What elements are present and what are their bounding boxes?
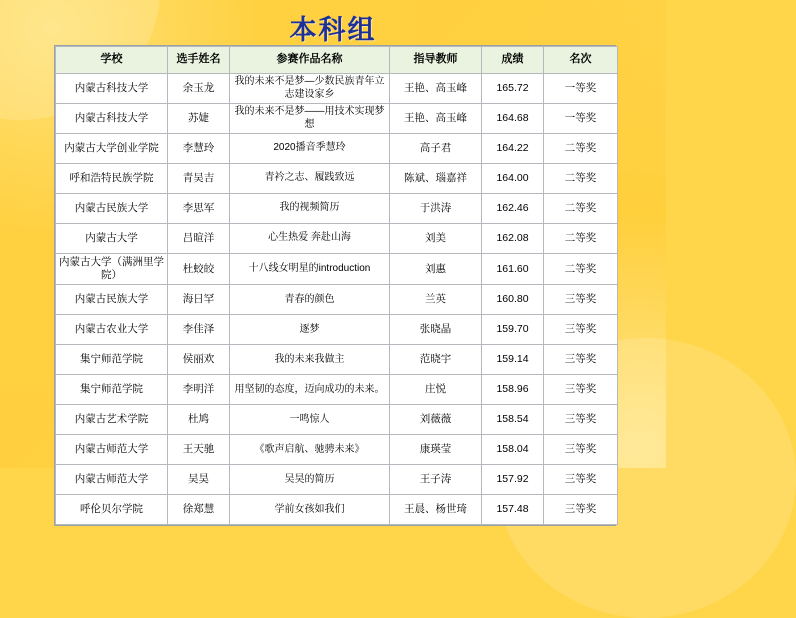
cell-name: 海日罕 (168, 285, 230, 315)
cell-name: 李思军 (168, 194, 230, 224)
cell-school: 集宁师范学院 (56, 345, 168, 375)
cell-score: 164.00 (482, 164, 544, 194)
cell-score: 161.60 (482, 254, 544, 285)
cell-rank: 二等奖 (544, 254, 618, 285)
cell-score: 159.14 (482, 345, 544, 375)
cell-score: 164.22 (482, 134, 544, 164)
cell-rank: 二等奖 (544, 194, 618, 224)
cell-school: 内蒙古大学 (56, 224, 168, 254)
cell-work: 学前女孩如我们 (230, 495, 390, 525)
table-body (56, 74, 618, 525)
table-row (56, 194, 618, 224)
cell-work: 心生热爱 奔赴山海 (230, 224, 390, 254)
cell-rank: 三等奖 (544, 285, 618, 315)
cell-name: 余玉龙 (168, 74, 230, 104)
cell-teacher: 庄悦 (390, 375, 482, 405)
cell-work: 2020播音季慧玲 (230, 134, 390, 164)
cell-score: 165.72 (482, 74, 544, 104)
page-title: 本科组 (289, 15, 377, 45)
column-header-teacher: 指导教师 (390, 47, 482, 74)
table-row (56, 285, 618, 315)
cell-school: 内蒙古农业大学 (56, 315, 168, 345)
table-row (56, 134, 618, 164)
cell-teacher: 王艳、高玉峰 (390, 74, 482, 104)
cell-school: 内蒙古科技大学 (56, 74, 168, 104)
cell-name: 苏婕 (168, 104, 230, 134)
cell-school: 内蒙古师范大学 (56, 435, 168, 465)
cell-work: 我的未来不是梦—少数民族青年立志建设家乡 (230, 74, 390, 104)
cell-score: 158.04 (482, 435, 544, 465)
table-row (56, 465, 618, 495)
table-row (56, 405, 618, 435)
cell-teacher: 于洪涛 (390, 194, 482, 224)
cell-school: 内蒙古科技大学 (56, 104, 168, 134)
column-header-score: 成绩 (482, 47, 544, 74)
cell-name: 李佳泽 (168, 315, 230, 345)
cell-score: 162.46 (482, 194, 544, 224)
cell-teacher: 兰英 (390, 285, 482, 315)
cell-rank: 一等奖 (544, 74, 618, 104)
cell-rank: 二等奖 (544, 224, 618, 254)
column-header-school: 学校 (56, 47, 168, 74)
cell-school: 内蒙古大学创业学院 (56, 134, 168, 164)
cell-school: 内蒙古艺术学院 (56, 405, 168, 435)
cell-rank: 三等奖 (544, 465, 618, 495)
cell-work: 我的未来不是梦——用技术实现梦想 (230, 104, 390, 134)
cell-work: 青衿之志、履践致远 (230, 164, 390, 194)
table-row (56, 315, 618, 345)
cell-rank: 三等奖 (544, 435, 618, 465)
column-header-work: 参赛作品名称 (230, 47, 390, 74)
cell-name: 王天驰 (168, 435, 230, 465)
cell-teacher: 陈斌、瑙嘉祥 (390, 164, 482, 194)
cell-name: 杜蛟皎 (168, 254, 230, 285)
cell-name: 吕暄洋 (168, 224, 230, 254)
cell-score: 158.96 (482, 375, 544, 405)
cell-teacher: 刘薇薇 (390, 405, 482, 435)
cell-rank: 三等奖 (544, 375, 618, 405)
cell-work: 青春的颜色 (230, 285, 390, 315)
cell-school: 集宁师范学院 (56, 375, 168, 405)
cell-teacher: 王艳、高玉峰 (390, 104, 482, 134)
cell-work: 我的未来我做主 (230, 345, 390, 375)
cell-score: 158.54 (482, 405, 544, 435)
table-row (56, 375, 618, 405)
table-row (56, 345, 618, 375)
table-row (56, 254, 618, 285)
results-table (55, 46, 618, 525)
cell-work: 逐梦 (230, 315, 390, 345)
cell-rank: 二等奖 (544, 164, 618, 194)
cell-name: 吴昊 (168, 465, 230, 495)
cell-school: 内蒙古师范大学 (56, 465, 168, 495)
table-row (56, 104, 618, 134)
table-row (56, 224, 618, 254)
cell-work: 我的视频简历 (230, 194, 390, 224)
cell-work: 用坚韧的态度，迈向成功的未来。 (230, 375, 390, 405)
cell-rank: 三等奖 (544, 495, 618, 525)
cell-rank: 三等奖 (544, 345, 618, 375)
cell-school: 内蒙古民族大学 (56, 285, 168, 315)
cell-name: 青吴吉 (168, 164, 230, 194)
cell-work: 吴昊的简历 (230, 465, 390, 495)
cell-teacher: 张晓晶 (390, 315, 482, 345)
cell-teacher: 范晓宇 (390, 345, 482, 375)
cell-rank: 一等奖 (544, 104, 618, 134)
cell-teacher: 高子君 (390, 134, 482, 164)
cell-teacher: 王子涛 (390, 465, 482, 495)
cell-score: 159.70 (482, 315, 544, 345)
cell-work: 一鸣惊人 (230, 405, 390, 435)
cell-work: 《歌声启航、驰骋未来》 (230, 435, 390, 465)
cell-school: 呼伦贝尔学院 (56, 495, 168, 525)
table-header (56, 47, 618, 74)
table-row (56, 164, 618, 194)
cell-name: 侯丽欢 (168, 345, 230, 375)
cell-rank: 二等奖 (544, 134, 618, 164)
results-table-container (54, 45, 616, 526)
cell-score: 164.68 (482, 104, 544, 134)
cell-work: 十八线女明星的introduction (230, 254, 390, 285)
column-header-rank: 名次 (544, 47, 618, 74)
cell-name: 李慧玲 (168, 134, 230, 164)
cell-name: 李明洋 (168, 375, 230, 405)
cell-school: 内蒙古民族大学 (56, 194, 168, 224)
cell-rank: 三等奖 (544, 405, 618, 435)
table-row (56, 74, 618, 104)
cell-school: 内蒙古大学（满洲里学院） (56, 254, 168, 285)
cell-score: 157.92 (482, 465, 544, 495)
cell-rank: 三等奖 (544, 315, 618, 345)
table-row (56, 435, 618, 465)
column-header-name: 选手姓名 (168, 47, 230, 74)
table-header-row (56, 47, 618, 74)
cell-teacher: 刘美 (390, 224, 482, 254)
cell-school: 呼和浩特民族学院 (56, 164, 168, 194)
cell-teacher: 康瑛莹 (390, 435, 482, 465)
cell-teacher: 王晨、杨世琦 (390, 495, 482, 525)
table-row (56, 495, 618, 525)
cell-name: 杜鸠 (168, 405, 230, 435)
cell-score: 162.08 (482, 224, 544, 254)
cell-score: 157.48 (482, 495, 544, 525)
cell-score: 160.80 (482, 285, 544, 315)
cell-teacher: 刘惠 (390, 254, 482, 285)
cell-name: 徐郑慧 (168, 495, 230, 525)
